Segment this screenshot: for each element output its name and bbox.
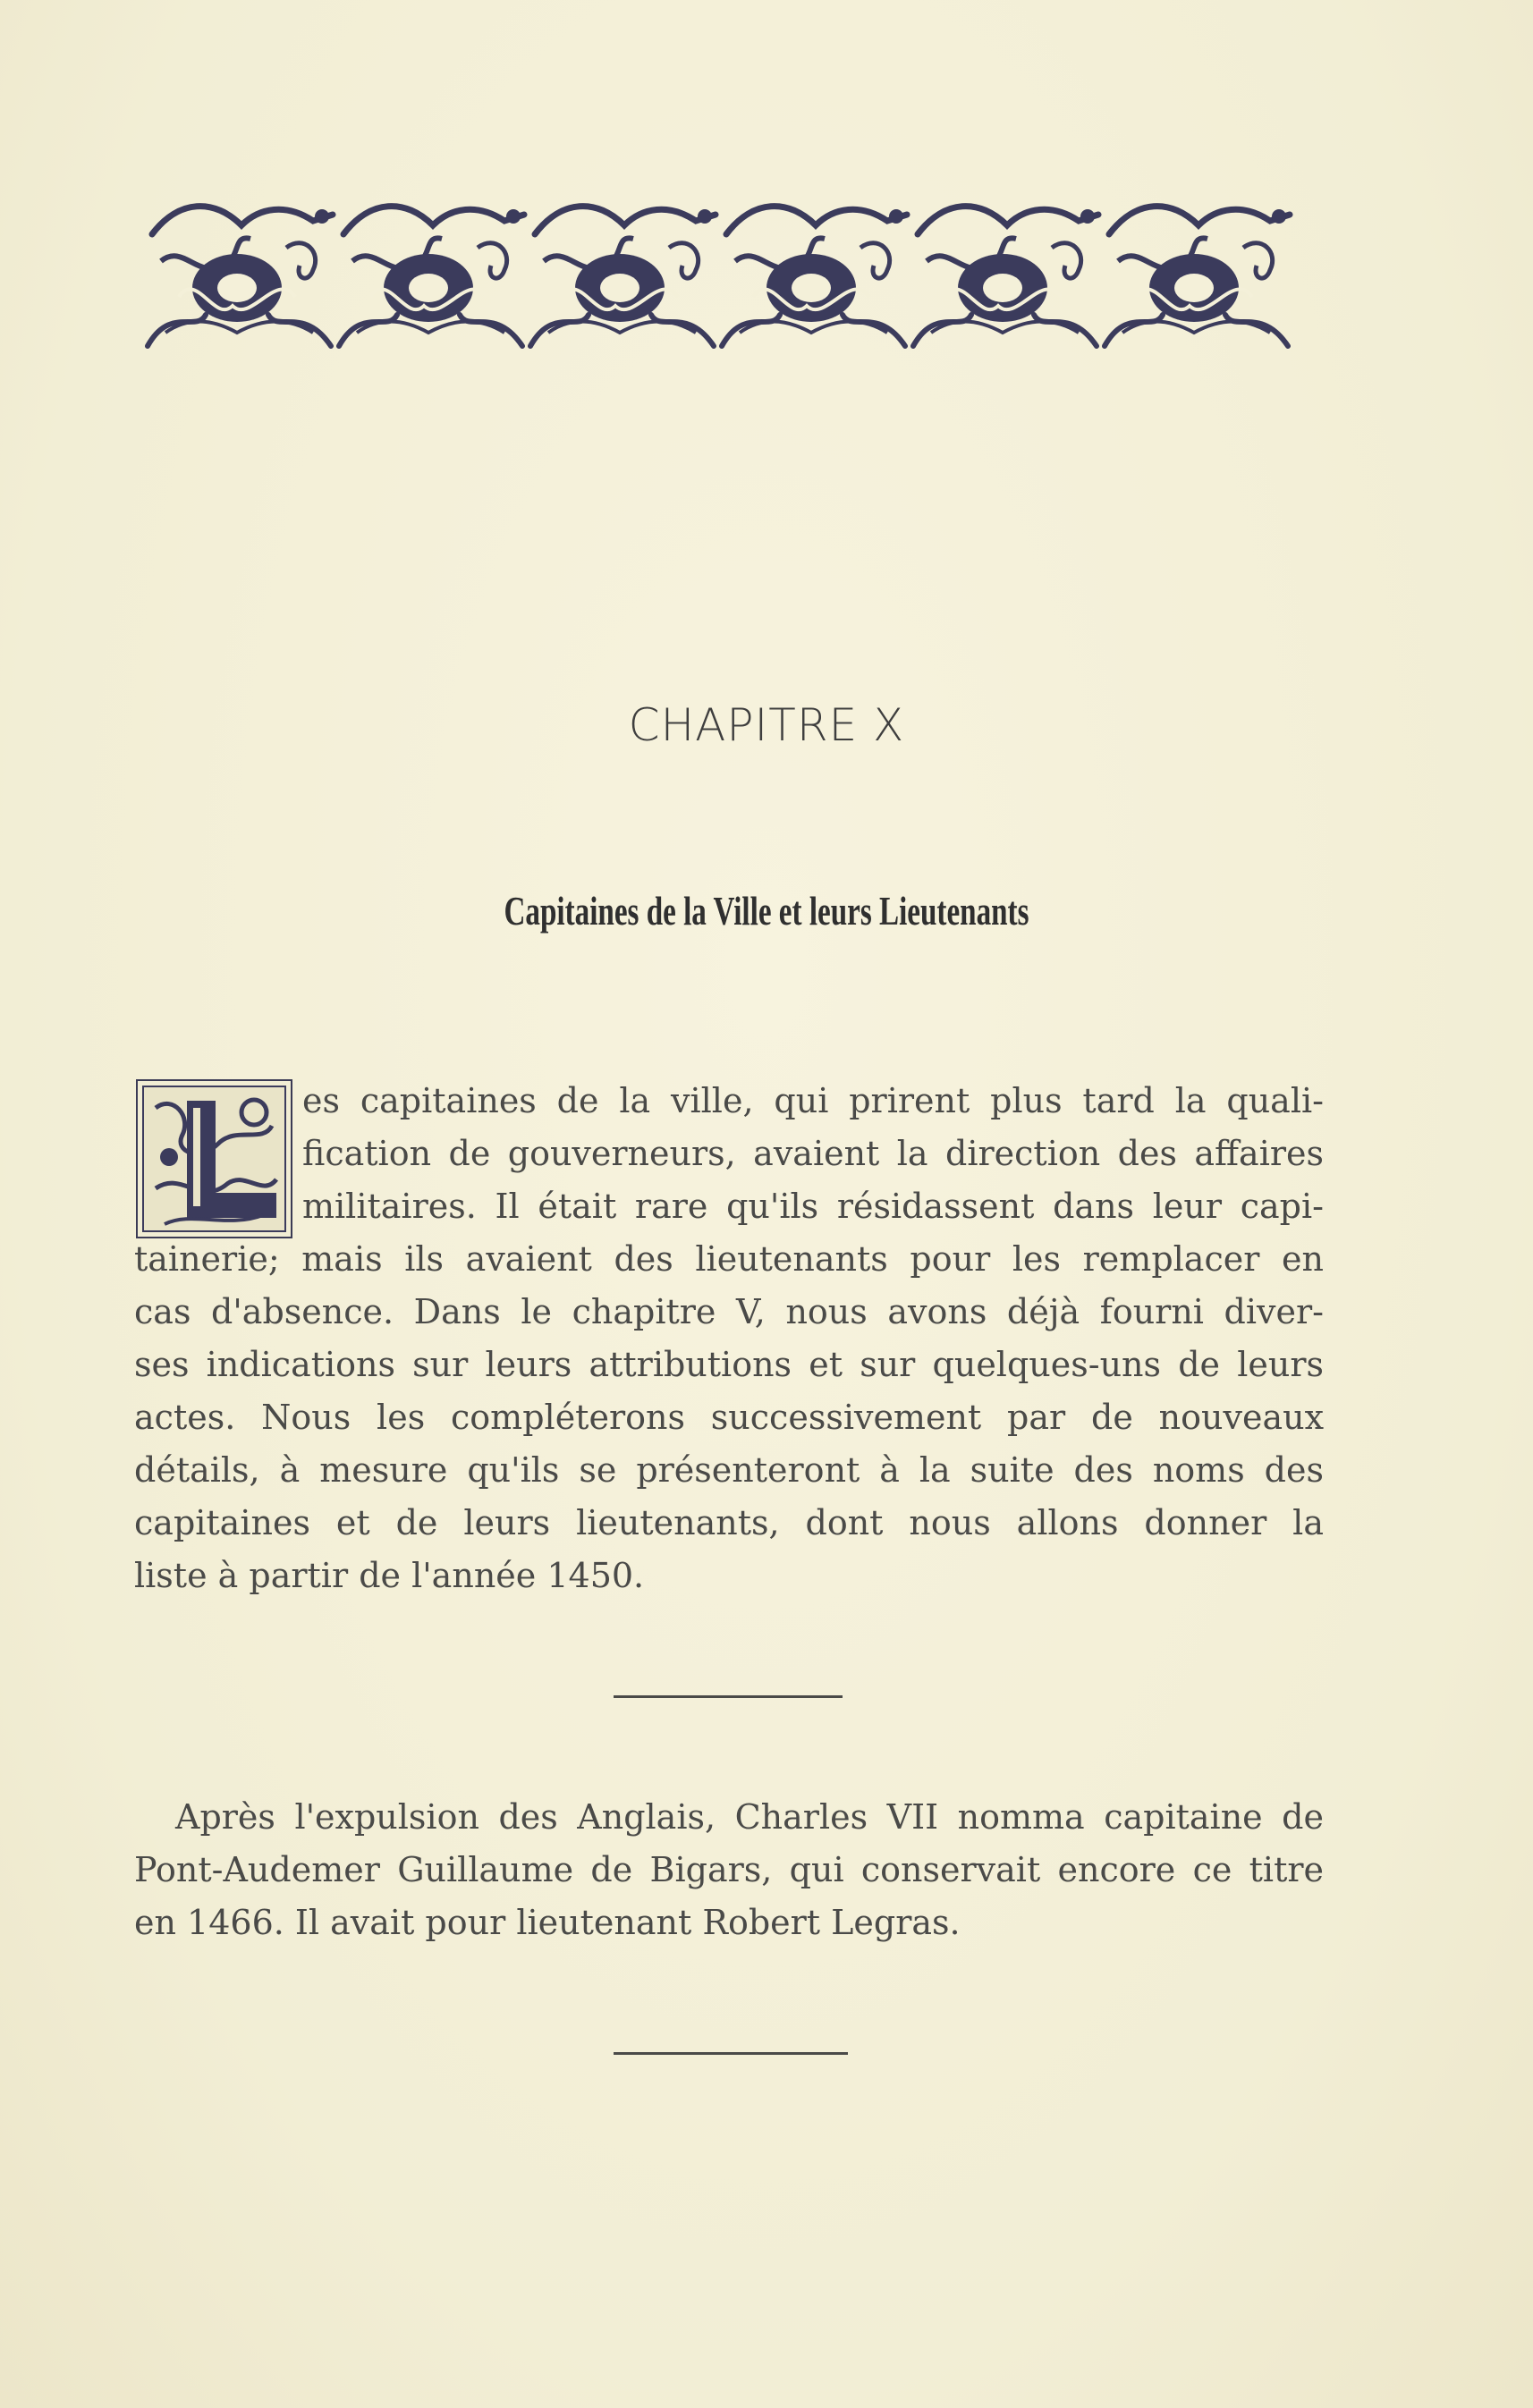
paragraph1-line-6: ses indications sur leurs attributions et sur quelques-uns de leurs: [134, 1345, 1324, 1384]
paragraph1-line-7: actes. Nous les compléterons successivement par de nouveaux: [134, 1398, 1324, 1437]
paragraph1-line-4: tainerie; mais ils avaient des lieutenants pour les remplacer en: [134, 1239, 1324, 1279]
paragraph1-line-10: liste à partir de l'année 1450.: [134, 1556, 645, 1595]
section-divider-rule: [614, 1695, 843, 1698]
chapter-title: CHAPITRE X: [628, 699, 905, 751]
dropcap-letter-l-illustration: [138, 1081, 291, 1237]
paragraph2-line-1: Après l'expulsion des Anglais, Charles VII nomma capitaine de: [175, 1797, 1324, 1837]
chapter-subtitle: Capitaines de la Ville et leurs Lieutenants: [504, 888, 1029, 934]
paragraph1-line-3: militaires. Il était rare qu'ils résidassent dans leur capi-: [302, 1187, 1324, 1226]
paragraph2-line-3: en 1466. Il avait pour lieutenant Robert Legras.: [134, 1903, 961, 1942]
section-divider-rule-bottom: [614, 2052, 848, 2055]
paragraph1-line-9: capitaines et de leurs lieutenants, dont nous allons donner la: [134, 1503, 1324, 1542]
paragraph1-line-5: cas d'absence. Dans le chapitre V, nous avons déjà fourni diver-: [134, 1292, 1324, 1331]
ornamental-header-band: [143, 199, 1297, 352]
paragraph1-line-2: fication de gouverneurs, avaient la direction des affaires: [302, 1134, 1324, 1173]
paragraph2-line-2: Pont-Audemer Guillaume de Bigars, qui conservait encore ce titre: [134, 1850, 1324, 1889]
paragraph1-line-1: es capitaines de la ville, qui prirent plus tard la quali-: [302, 1081, 1324, 1120]
dropcap-ornament: [136, 1079, 292, 1238]
paragraph1-line-8: détails, à mesure qu'ils se présenteront à la suite des noms des: [134, 1450, 1324, 1490]
